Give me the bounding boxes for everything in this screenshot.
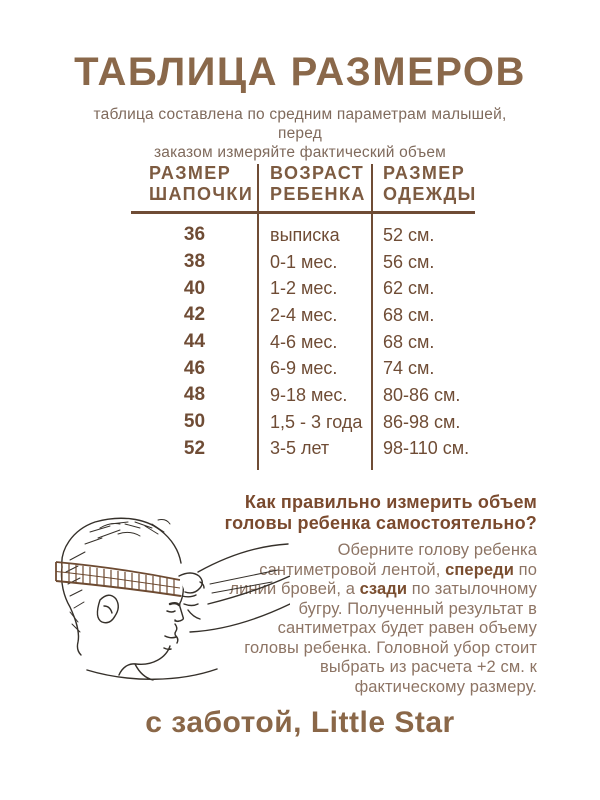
age-cell: выписка [270,224,340,245]
header-hat-size-line1: РАЗМЕР [149,163,232,183]
header-child-age-line2: РЕБЕНКА [270,184,366,204]
age-cell: 9-18 мес. [270,384,348,405]
subtitle-line-1: таблица составлена по средним параметрам малышей, перед [93,106,507,142]
table-row [131,436,476,463]
measure-body-segment: по [514,560,537,579]
table-row [131,222,476,249]
table-row [131,329,476,356]
table-header-rule [131,211,475,214]
hat-size-cell: 46 [183,357,206,379]
table-row [131,249,476,276]
table-row [131,382,476,409]
brand-signature: с заботой, Little Star [145,706,455,739]
header-child-age [258,163,372,205]
hat-size-cell: 42 [183,304,206,326]
ear-sketch [97,595,118,623]
clothing-size-cell: 56 см. [383,251,435,272]
table-row [131,275,476,302]
clothing-size-cell: 68 см. [383,331,435,352]
hat-size-cell: 48 [183,384,206,406]
header-clothing-size-line1: РАЗМЕР [383,163,466,183]
measure-body-segment: сантиметрах будет равен объему [277,619,537,637]
age-cell: 1-2 мес. [270,278,338,299]
measure-body-bold-segment: спереди [445,560,514,579]
age-cell: 1,5 - 3 года [270,411,363,432]
age-cell: 2-4 мес. [270,304,338,325]
measure-body-segment: линии бровей, а [229,580,360,598]
clothing-size-cell: 80-86 см. [383,384,461,405]
head-outline-sketch [61,518,217,680]
hat-size-cell: 36 [183,224,206,246]
measure-body-segment: Оберните голову ребенка [337,541,537,559]
hat-size-cell: 50 [183,411,206,433]
measure-body-segment: выбрать из расчета +2 см. к [319,658,537,676]
age-cell: 4-6 мес. [270,331,338,352]
page-title: ТАБЛИЦА РАЗМЕРОВ [74,50,526,94]
header-clothing-size-line2: ОДЕЖДЫ [383,184,477,204]
table-row [131,409,476,436]
hat-size-cell: 52 [183,437,206,459]
measure-body-segment: бугру. Полученный результат в [298,599,537,618]
hat-size-cell: 38 [183,251,206,273]
clothing-size-cell: 68 см. [383,304,435,325]
hat-size-cell: 44 [183,331,206,353]
header-clothing-size [372,163,476,205]
size-table-header [131,163,476,205]
measure-body-segment: фактическому размеру. [354,677,537,696]
clothing-size-cell: 98-110 см. [383,438,470,459]
hand-arm-sketch [179,544,290,632]
size-table [131,162,476,470]
measure-body-segment: по затылочному [407,580,537,598]
subtitle-line-2: заказом измеряйте фактический объем [153,144,447,161]
clothing-size-cell: 86-98 см. [383,411,461,432]
age-cell: 3-5 лет [270,438,330,459]
clothing-size-cell: 52 см. [383,224,435,245]
measure-body-segment: головы ребенка. Головной убор стоит [244,638,537,657]
table-row [131,302,476,329]
measure-heading-line2: головы ребенка самостоятельно? [224,513,537,533]
clothing-size-cell: 74 см. [383,358,435,379]
clothing-size-cell: 62 см. [383,278,435,299]
age-cell: 0-1 мес. [270,251,338,272]
hat-size-cell: 40 [183,277,206,299]
measure-body-bold-segment: сзади [359,580,408,598]
page-subtitle [70,105,530,162]
measure-body-segment: сантиметровой лентой, [259,560,446,579]
header-hat-size-line2: ШАПОЧКИ [149,184,254,204]
header-child-age-line1: ВОЗРАСТ [270,163,365,183]
measure-heading-line1: Как правильно измерить объем [244,492,537,512]
age-cell: 6-9 мес. [270,358,338,379]
header-hat-size [131,163,258,205]
baby-head-measurement-illustration [40,512,290,692]
size-table-rows [131,222,476,462]
table-row [131,355,476,382]
